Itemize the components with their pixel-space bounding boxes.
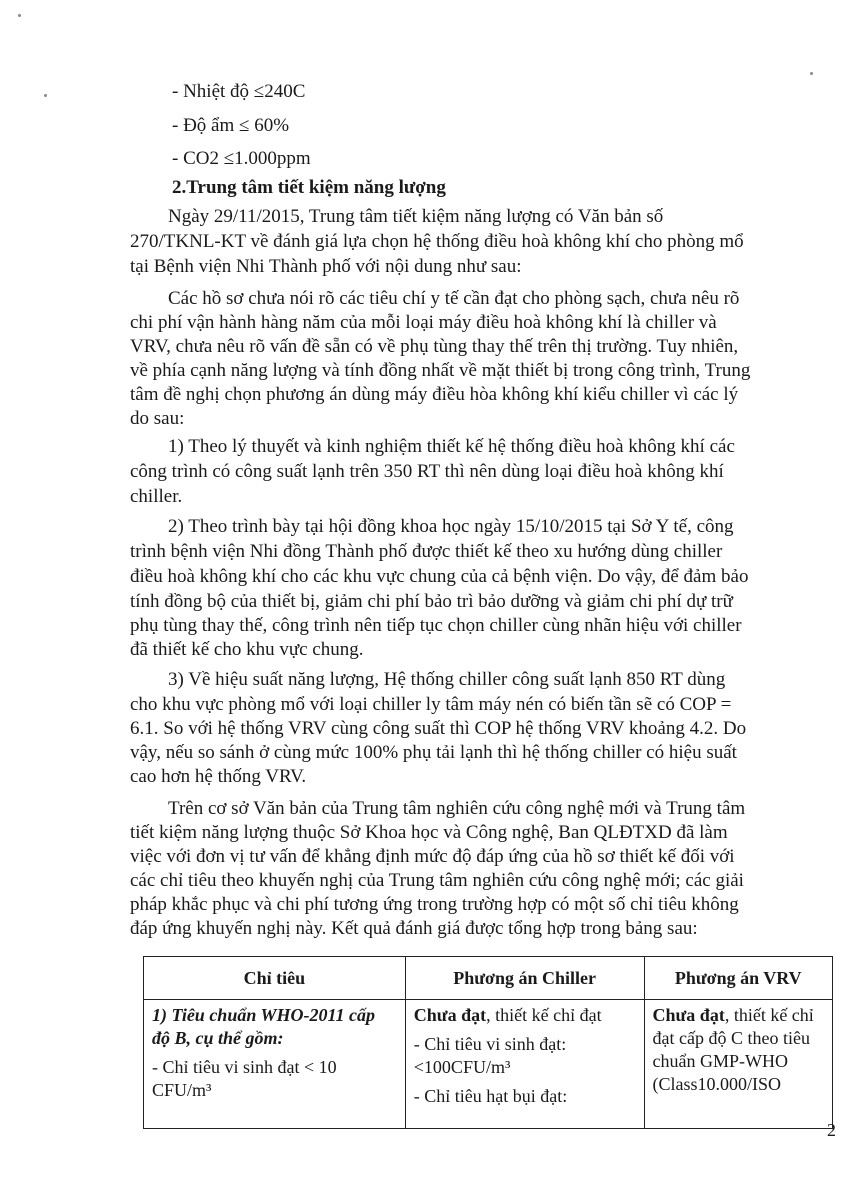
criteria-item: - Chỉ tiêu vi sinh đạt < 10 CFU/m³ [152,1057,337,1100]
paragraph-line: các chỉ tiêu theo khuyến nghị của Trung tâm nghiên cứu công nghệ mới; các giải [130,870,744,891]
scan-speck [44,94,47,97]
paragraph-line: tâm đề nghị chọn phương án dùng máy điều hòa không khí kiểu chiller vì các lý [130,384,739,405]
paragraph-line: cao hơn hệ thống VRV. [130,766,307,787]
paragraph-line: trình bệnh viện Nhi đồng Thành phố được thiết kế theo xu hướng dùng chiller [130,541,723,562]
paragraph-line: vậy, nếu so sánh ở cùng mức 100% phụ tải lạnh thì hệ thống chiller có hiệu suất [130,742,737,763]
paragraph-line: về phía cạnh năng lượng và tính đồng nhất về mặt thiết bị trong công trình, Trung [130,360,751,381]
criteria-title: 1) Tiêu chuẩn WHO-2011 cấp độ B, cụ thể gồm: [152,1005,376,1048]
paragraph-line: công trình có công suất lạnh trên 350 RT thì nên dùng loại điều hoà không khí [130,461,724,482]
paragraph-line: tiết kiệm năng lượng thuộc Sở Khoa học và Công nghệ, Ban QLĐTXD đã làm [130,822,728,843]
bullet-co2: - CO2 ≤1.000ppm [172,148,311,169]
chiller-status: Chưa đạt [413,1005,487,1025]
chiller-status-line [414,1004,636,1027]
paragraph-line: 6.1. So với hệ thống VRV cùng công suất thì COP hệ thống VRV khoảng 4.2. Do [130,718,747,739]
intro-line: 270/TKNL-KT về đánh giá lựa chọn hệ thống điều hoà không khí cho phòng mổ [130,231,744,252]
page-number: 2 [827,1120,836,1140]
paragraph-line: chiller. [130,486,183,507]
paragraph-line: việc với đơn vị tư vấn để khẳng định mức độ đáp ứng của hồ sơ thiết kế đối với [130,846,735,867]
paragraph-line: 2) Theo trình bày tại hội đồng khoa học ngày 15/10/2015 tại Sở Y tế, công [168,516,734,537]
scan-speck [810,72,813,75]
chiller-cell [405,1000,644,1129]
chiller-item: - Chỉ tiêu vi sinh đạt: <100CFU/m³ [413,1034,567,1077]
paragraph-line: tính đồng bộ của thiết bị, giảm chi phí bảo trì bảo dưỡng và giảm chi phí dự trữ [130,591,733,612]
scan-speck [18,14,21,17]
section-heading: 2.Trung tâm tiết kiệm năng lượng [172,177,446,198]
paragraph-line: 3) Về hiệu suất năng lượng, Hệ thống chiller công suất lạnh 850 RT dùng [168,669,726,690]
paragraph-line: điều hoà không khí cho các khu vực chung của cả bệnh viện. Do vậy, để đảm bảo [130,566,749,587]
criteria-table [143,956,833,1129]
intro-line: tại Bệnh viện Nhi Thành phố với nội dung như sau: [130,256,522,277]
chiller-item: - Chỉ tiêu hạt bụi đạt: [413,1086,568,1106]
paragraph-line: cho khu vực phòng mổ với loại chiller ly tâm máy nén có biến tần sẽ có COP = [130,694,732,715]
paragraph-line: chi phí vận hành hàng năm của mỗi loại máy điều hoà không khí là chiller và [130,312,717,333]
intro-line: Ngày 29/11/2015, Trung tâm tiết kiệm năng lượng có Văn bản số [168,206,664,227]
chiller-status-rest: , thiết kế chỉ đạt [486,1005,602,1025]
paragraph-line: do sau: [130,408,185,429]
paragraph-line: pháp khắc phục và chi phí tương ứng trong trường hợp có một số chỉ tiêu không [130,894,739,915]
paragraph-line: đã thiết kế cho khu vực chung. [130,639,364,660]
bullet-humidity: - Độ ẩm ≤ 60% [172,115,290,136]
paragraph-line: Trên cơ sở Văn bản của Trung tâm nghiên cứu công nghệ mới và Trung tâm [168,798,746,819]
table-row [144,1000,833,1129]
paragraph-line: phụ tùng thay thế, công trình nên tiếp tục chọn chiller cùng nhãn hiệu với chiller [130,615,742,636]
header-vrv: Phương án VRV [644,957,833,1000]
vrv-status: Chưa đạt [652,1005,725,1025]
vrv-cell [644,1000,833,1129]
paragraph-line: 1) Theo lý thuyết và kinh nghiệm thiết kế hệ thống điều hoà không khí các [168,436,735,457]
header-criteria: Chỉ tiêu [144,957,406,1000]
vrv-status-rest: , thiết kế chỉ đạt cấp độ C theo tiêu chuẩn GMP-WHO (Class10.000/ISO [652,1005,814,1094]
bullet-temperature: - Nhiệt độ ≤240C [172,81,306,102]
paragraph-line: đáp ứng khuyến nghị này. Kết quả đánh giá được tổng hợp trong bảng sau: [130,918,698,939]
paragraph-line: Các hồ sơ chưa nói rõ các tiêu chí y tế cần đạt cho phòng sạch, chưa nêu rõ [168,288,740,309]
paragraph-line: VRV, chưa nêu rõ vấn đề sẵn có về phụ tùng thay thế trên thị trường. Tuy nhiên, [130,336,739,357]
table-header-row [144,957,833,1000]
header-chiller: Phương án Chiller [405,957,644,1000]
criteria-cell [144,1000,406,1129]
